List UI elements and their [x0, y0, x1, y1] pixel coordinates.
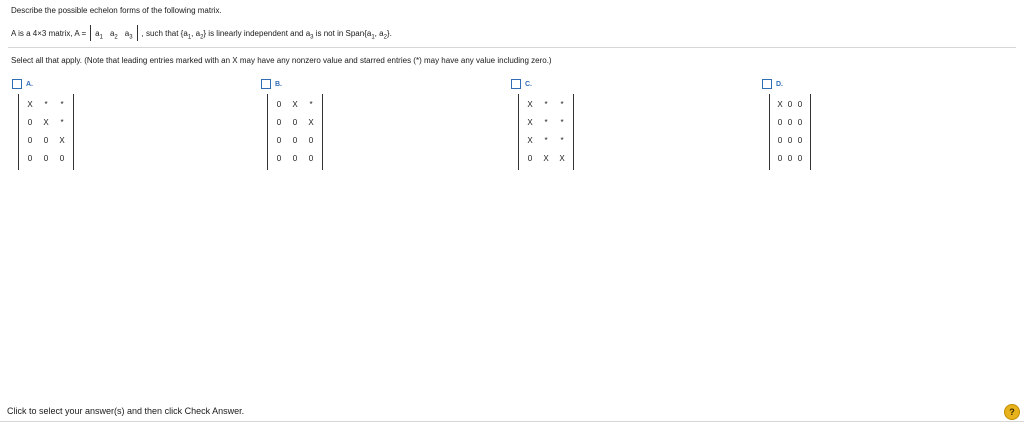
matrix-cell: X [292, 100, 298, 109]
option-c-label: C. [525, 80, 532, 88]
matrix-cell: 0 [276, 136, 282, 145]
matrix-cell: 0 [797, 118, 803, 127]
matrix-cell: 0 [308, 136, 314, 145]
matrix-cell: 0 [777, 118, 783, 127]
option-a-label: A. [26, 80, 33, 88]
matrix-cell: X [559, 154, 565, 163]
option-b[interactable] [261, 79, 282, 89]
matrix-cell: 0 [27, 118, 33, 127]
option-b-label: B. [275, 80, 282, 88]
column-a1: $a_1$ [95, 28, 103, 41]
matrix-cell: X [59, 136, 65, 145]
option-b-matrix [267, 94, 323, 170]
matrix-cell: * [60, 118, 64, 127]
option-a-checkbox[interactable] [12, 79, 22, 89]
matrix-cell: * [560, 118, 564, 127]
question-statement [11, 25, 392, 41]
matrix-cell: 0 [777, 154, 783, 163]
option-c[interactable] [511, 79, 532, 89]
option-a-matrix [18, 94, 74, 170]
matrix-cell: * [544, 100, 548, 109]
matrix-cell: 0 [27, 136, 33, 145]
instruction-text: Select all that apply. (Note that leading entries marked with an X may have any nonzero value and starred entries (*) may have any value including zero.) [11, 56, 552, 65]
matrix-cell: * [544, 118, 548, 127]
matrix-cell: X [308, 118, 314, 127]
matrix-cell: X [527, 118, 533, 127]
matrix-cell: X [543, 154, 549, 163]
matrix-cell: * [560, 136, 564, 145]
matrix-cell: 0 [27, 154, 33, 163]
matrix-cell: 0 [777, 136, 783, 145]
option-b-checkbox[interactable] [261, 79, 271, 89]
option-d-checkbox[interactable] [762, 79, 772, 89]
question-prompt: Describe the possible echelon forms of the following matrix. [11, 6, 222, 15]
column-a3: $a_3$ [124, 28, 133, 41]
matrix-cell: 0 [787, 100, 793, 109]
matrix-cell: 0 [787, 154, 793, 163]
question-condition: , such that {$a_1$, $a_2$} is linearly independent and $a_3$ is not in $Span\{a_1$, $a_2$}. [141, 28, 392, 41]
matrix-cell: 0 [797, 100, 803, 109]
footer-instruction: Click to select your answer(s) and then click Check Answer. [7, 406, 245, 416]
question-prefix: A is a 4×3 matrix, A = [11, 28, 87, 38]
matrix-cell: 0 [797, 136, 803, 145]
matrix-cell: * [544, 136, 548, 145]
matrix-cell: 0 [527, 154, 533, 163]
option-a[interactable] [12, 79, 33, 89]
matrix-cell: 0 [308, 154, 314, 163]
option-d-matrix [769, 94, 811, 170]
divider [8, 47, 1016, 48]
matrix-cell: 0 [292, 154, 298, 163]
matrix-cell: X [527, 136, 533, 145]
column-matrix [90, 25, 137, 41]
matrix-cell: X [43, 118, 49, 127]
matrix-cell: 0 [43, 136, 49, 145]
matrix-cell: X [527, 100, 533, 109]
matrix-cell: 0 [787, 136, 793, 145]
column-a2: $a_2$ [109, 28, 118, 41]
help-icon[interactable]: ? [1004, 404, 1020, 420]
option-c-checkbox[interactable] [511, 79, 521, 89]
matrix-cell: X [27, 100, 33, 109]
matrix-cell: 0 [787, 118, 793, 127]
matrix-cell: * [44, 100, 48, 109]
matrix-cell: 0 [276, 118, 282, 127]
option-c-matrix [518, 94, 574, 170]
matrix-cell: 0 [43, 154, 49, 163]
matrix-cell: 0 [797, 154, 803, 163]
option-d[interactable] [762, 79, 783, 89]
footer-divider [0, 421, 1024, 422]
matrix-cell: 0 [292, 136, 298, 145]
matrix-cell: * [560, 100, 564, 109]
matrix-cell: * [309, 100, 313, 109]
matrix-cell: 0 [276, 100, 282, 109]
option-d-label: D. [776, 80, 783, 88]
matrix-cell: 0 [276, 154, 282, 163]
matrix-cell: X [777, 100, 783, 109]
matrix-cell: 0 [292, 118, 298, 127]
matrix-cell: 0 [59, 154, 65, 163]
matrix-cell: * [60, 100, 64, 109]
